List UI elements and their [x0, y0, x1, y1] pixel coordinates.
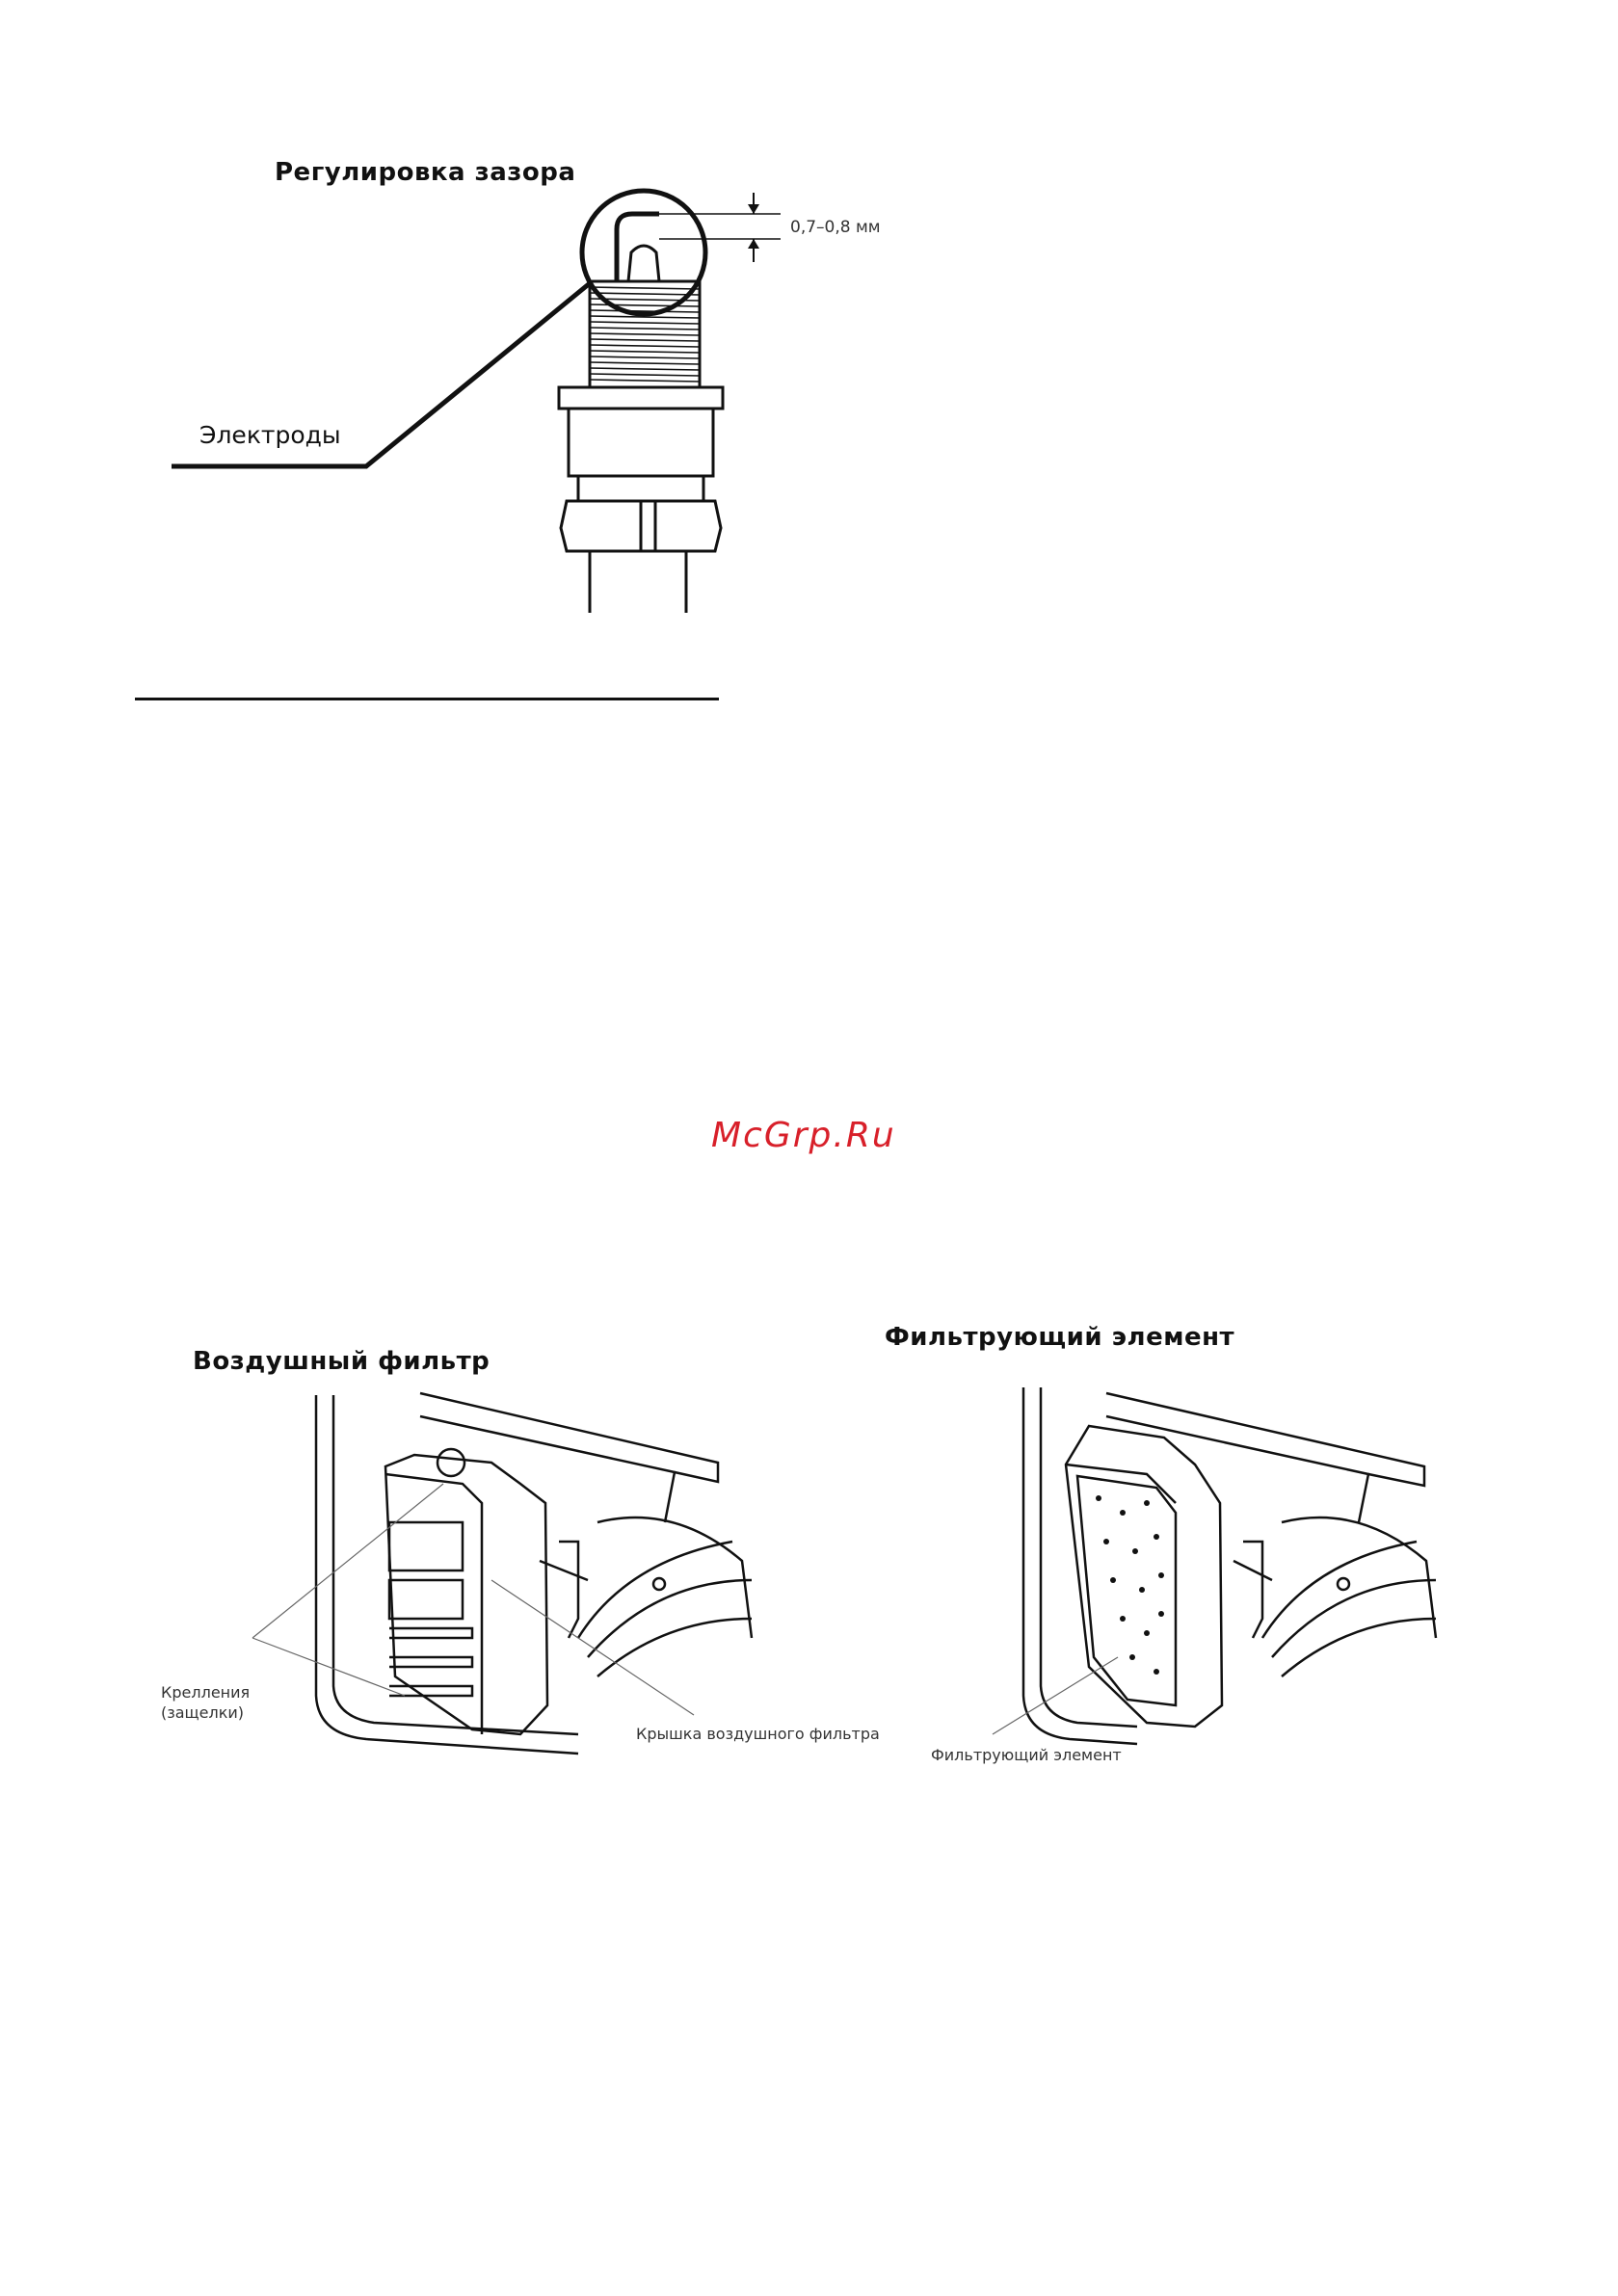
- gap-adjustment-title: Регулировка зазора: [275, 158, 576, 187]
- gap-dimension-label: 0,7–0,8 мм: [790, 218, 881, 237]
- filter-element-title: Фильтрующий элемент: [885, 1323, 1235, 1352]
- air-filter-title: Воздушный фильтр: [193, 1347, 491, 1376]
- watermark-text: McGrp.Ru: [711, 1116, 896, 1155]
- latches-label-line2: (защелки): [161, 1703, 244, 1722]
- filter-element-label: Фильтрующий элемент: [931, 1746, 1122, 1764]
- latches-label-line1: Крелления: [161, 1683, 251, 1702]
- filter-cover-label: Крышка воздушного фильтра: [636, 1725, 880, 1743]
- electrodes-label: Электроды: [199, 421, 341, 449]
